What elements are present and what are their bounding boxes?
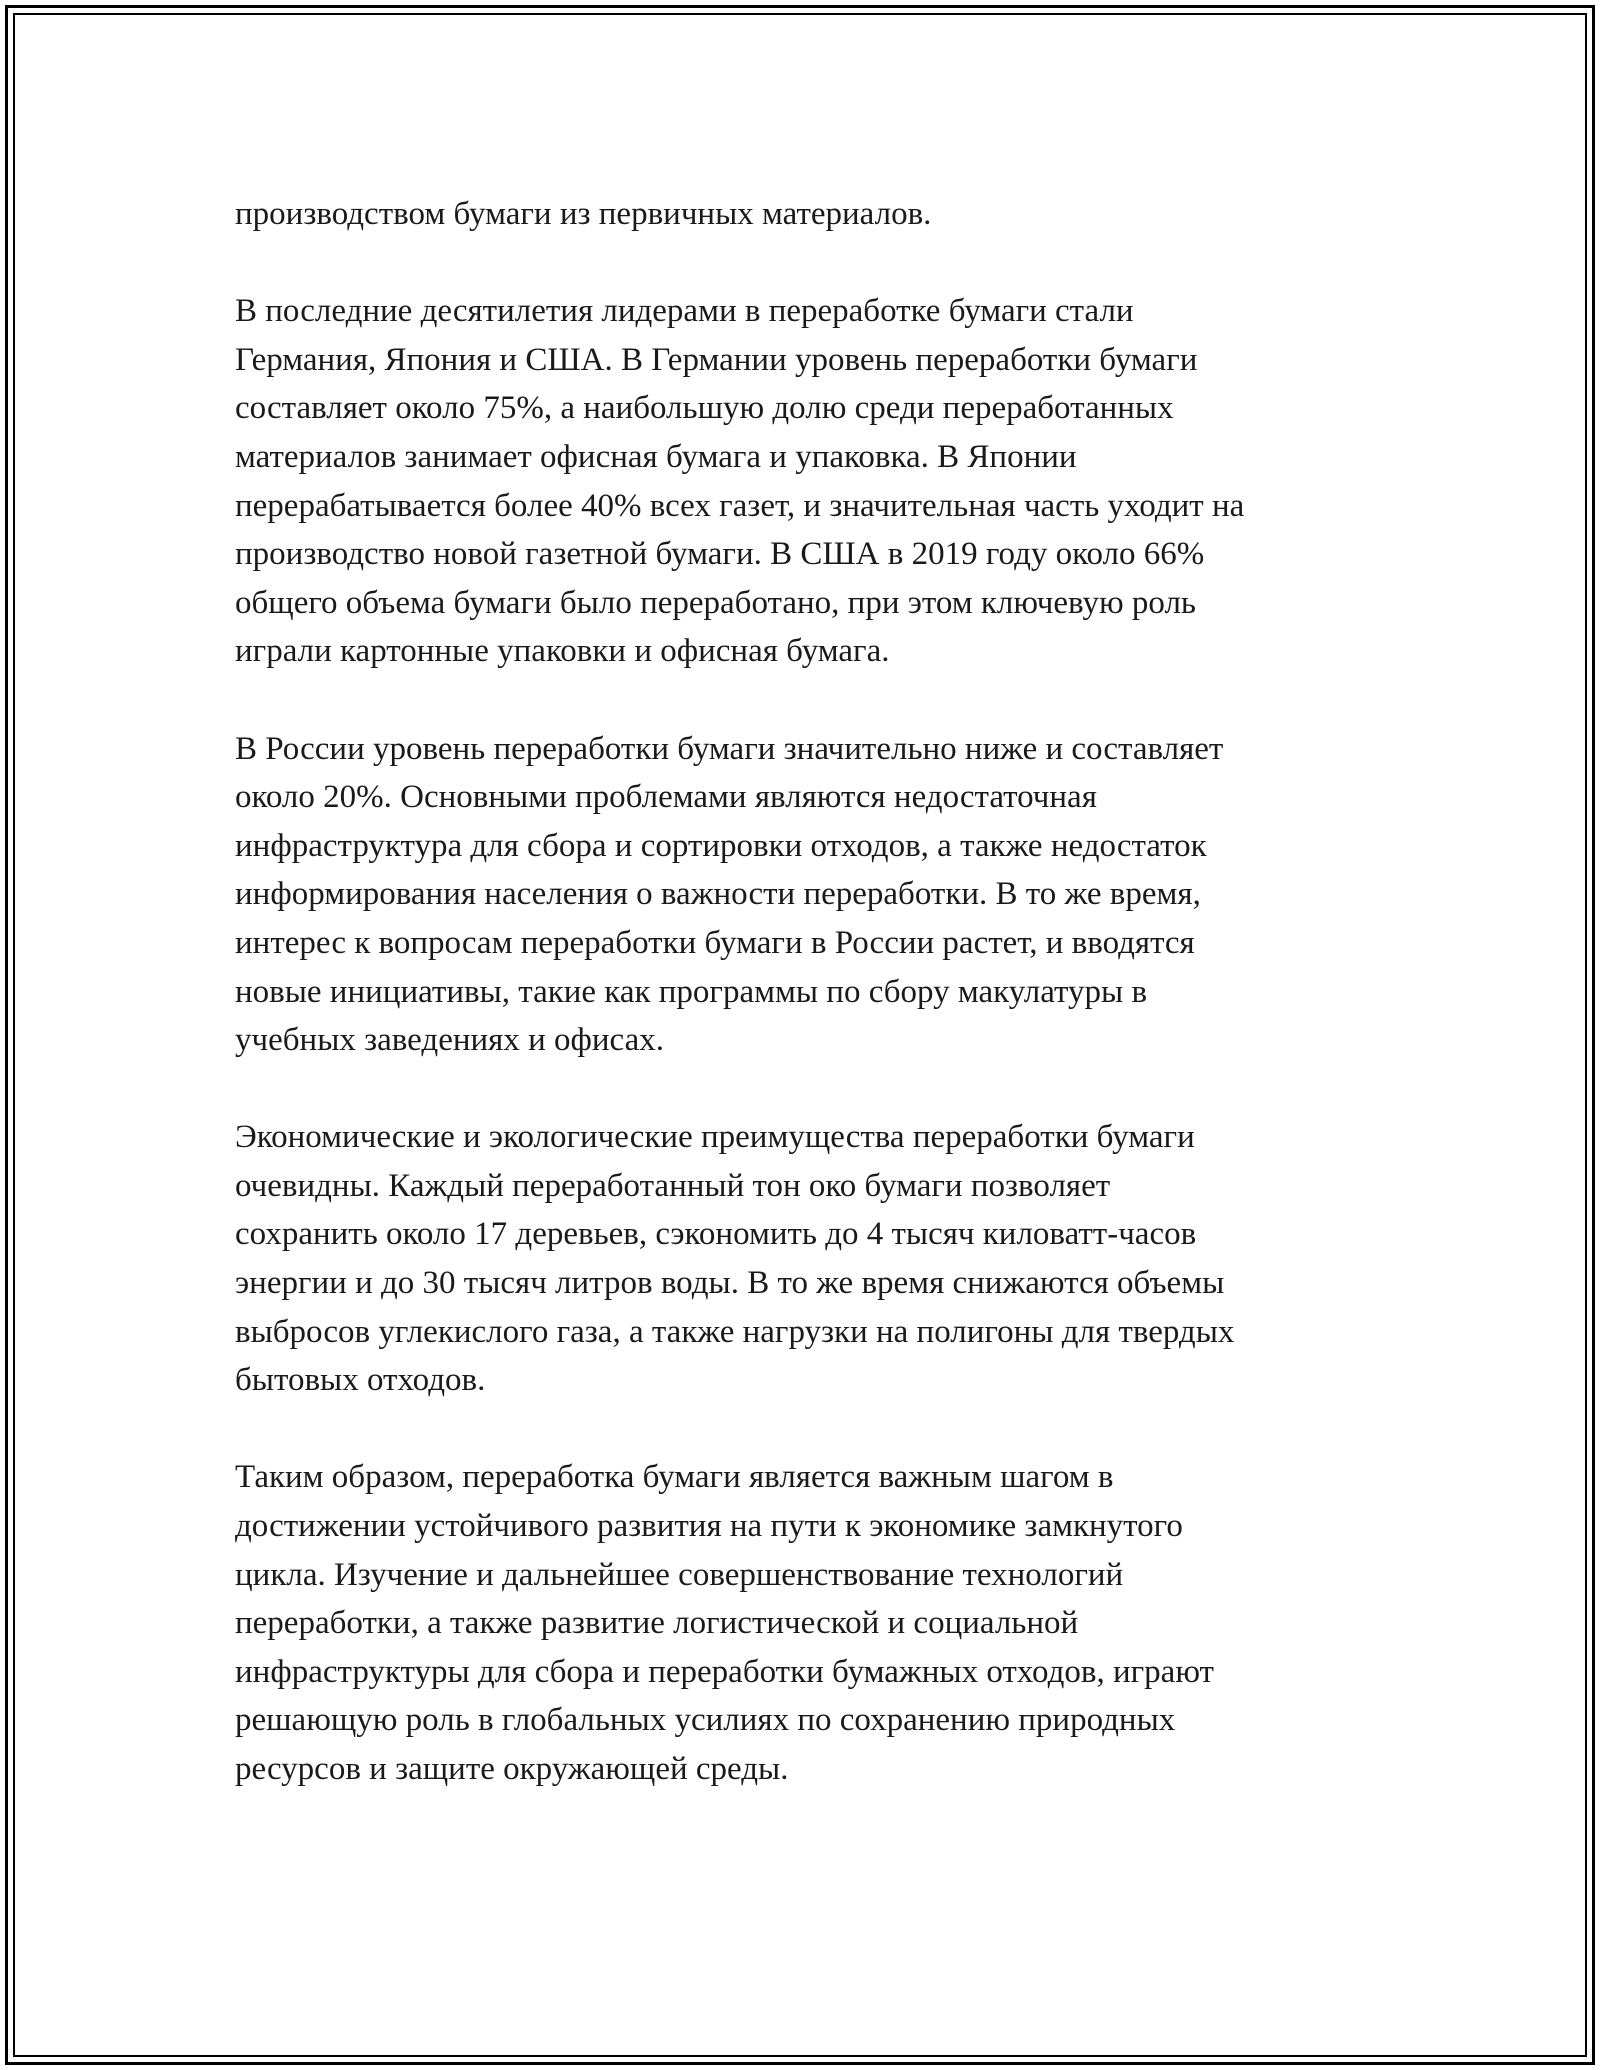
text-line: сохранить около 17 деревьев, сэкономить до 4 тысяч киловатт-часов	[235, 1216, 1197, 1253]
text-line: перерабатывается более 40% всех газет, и значительная часть уходит на	[235, 487, 1245, 524]
document-body	[235, 190, 1415, 1794]
text-line: производством бумаги из первичных материалов.	[235, 196, 932, 232]
text-line: бытовых отходов.	[235, 1362, 486, 1399]
text-line: В России уровень переработки бумаги значительно ниже и составляет	[235, 730, 1224, 767]
text-line: инфраструктура для сбора и сортировки отходов, а также недостаток	[235, 827, 1207, 864]
text-line: производство новой газетной бумаги. В США в 2019 году около 66%	[235, 536, 1205, 573]
text-line: очевидны. Каждый переработанный тон око бумаги позволяет	[235, 1167, 1111, 1204]
text-line: ресурсов и защите окружающей среды.	[235, 1751, 789, 1787]
paragraph-benefits	[235, 1113, 1415, 1405]
text-line: общего объема бумаги было переработано, при этом ключевую роль	[235, 584, 1196, 621]
text-line: около 20%. Основными проблемами являются недостаточная	[235, 779, 1097, 816]
text-line: инфраструктуры для сбора и переработки бумажных отходов, играют	[235, 1653, 1214, 1690]
text-line: решающую роль в глобальных усилиях по сохранению природных	[235, 1702, 1176, 1739]
paragraph-leading-countries	[235, 287, 1415, 676]
text-line: новые инициативы, такие как программы по сбору макулатуры в	[235, 973, 1148, 1010]
paragraph-russia	[235, 725, 1415, 1065]
text-line: выбросов углекислого газа, а также нагрузки на полигоны для твердых	[235, 1313, 1235, 1350]
text-line: интерес к вопросам переработки бумаги в России растет, и вводятся	[235, 924, 1195, 961]
text-line: Таким образом, переработка бумаги является важным шагом в	[235, 1459, 1114, 1496]
paragraph-conclusion	[235, 1453, 1415, 1793]
text-line: информирования населения о важности переработки. В то же время,	[235, 876, 1201, 913]
paragraph-intro-fragment	[235, 190, 1415, 239]
text-line: учебных заведениях и офисах.	[235, 1022, 664, 1059]
text-line: В последние десятилетия лидерами в переработке бумаги стали	[235, 293, 1134, 330]
text-line: материалов занимает офисная бумага и упаковка. В Японии	[235, 438, 1077, 475]
text-line: составляет около 75%, а наибольшую долю среди переработанных	[235, 390, 1174, 427]
text-line: энергии и до 30 тысяч литров воды. В то же время снижаются объемы	[235, 1265, 1225, 1302]
text-line: Экономические и экологические преимущества переработки бумаги	[235, 1119, 1195, 1156]
text-line: Германия, Япония и США. В Германии уровень переработки бумаги	[235, 341, 1198, 378]
text-line: цикла. Изучение и дальнейшее совершенствование технологий	[235, 1556, 1124, 1593]
text-line: переработки, а также развитие логистической и социальной	[235, 1605, 1079, 1642]
text-line: играли картонные упаковки и офисная бумага.	[235, 633, 890, 670]
text-line: достижении устойчивого развития на пути к экономике замкнутого	[235, 1508, 1183, 1545]
